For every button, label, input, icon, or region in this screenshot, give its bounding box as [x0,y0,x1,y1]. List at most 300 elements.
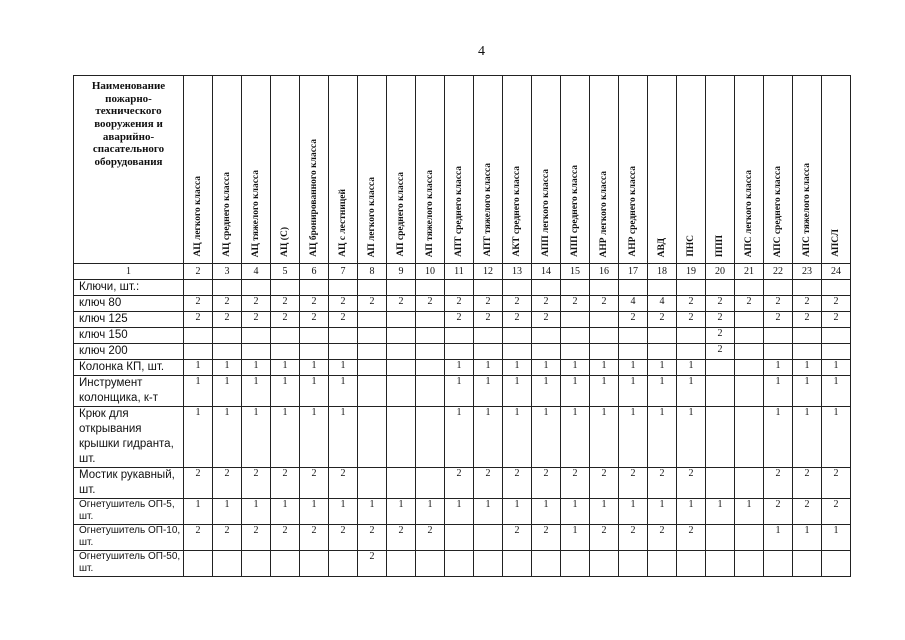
column-number: 20 [706,264,735,280]
table-cell [387,344,416,360]
table-cell [184,280,213,296]
table-cell: 1 [300,406,329,467]
table-cell: 1 [242,376,271,407]
table-cell [619,328,648,344]
table-cell: 1 [822,376,851,407]
table-cell: 2 [184,467,213,498]
table-cell: 2 [619,312,648,328]
table-cell: 1 [561,524,590,550]
table-cell: 1 [184,360,213,376]
table-cell: 2 [271,296,300,312]
table-cell [242,328,271,344]
table-cell [416,550,445,576]
table-cell: 2 [706,312,735,328]
table-cell [619,280,648,296]
table-cell: 1 [329,498,358,524]
table-cell: 1 [271,406,300,467]
table-cell: 1 [503,376,532,407]
table-cell [706,550,735,576]
column-header [677,76,706,264]
table-cell: 1 [764,360,793,376]
table-cell: 2 [648,467,677,498]
table-cell: 2 [213,296,242,312]
table-cell: 1 [532,498,561,524]
table-cell [590,328,619,344]
column-number: 1 [74,264,184,280]
table-cell [445,344,474,360]
table-cell [764,550,793,576]
table-cell: 2 [416,296,445,312]
table-cell: 2 [590,524,619,550]
table-cell: 2 [503,312,532,328]
table-cell [416,360,445,376]
table-cell: 2 [329,312,358,328]
table-cell: 2 [793,467,822,498]
column-number: 24 [822,264,851,280]
table-cell [329,328,358,344]
table-cell: 1 [271,376,300,407]
column-number: 12 [474,264,503,280]
table-cell: 2 [213,524,242,550]
table-cell: 2 [184,296,213,312]
table-cell: 2 [561,467,590,498]
table-row [74,524,851,550]
table-cell: 1 [213,360,242,376]
table-cell [300,328,329,344]
table-cell [358,312,387,328]
table-cell [735,280,764,296]
table-cell [416,280,445,296]
column-header [329,76,358,264]
table-cell: 2 [706,296,735,312]
table-cell [416,376,445,407]
table-cell: 1 [445,498,474,524]
table-cell: 2 [271,467,300,498]
table-cell [184,550,213,576]
table-cell: 1 [619,498,648,524]
table-cell [706,280,735,296]
table-cell: 4 [648,296,677,312]
table-cell: 1 [677,406,706,467]
table-cell: 2 [300,524,329,550]
table-cell: 1 [300,360,329,376]
table-cell [300,280,329,296]
table-cell [329,280,358,296]
table-cell: 1 [184,406,213,467]
column-header-label: АПС легкого класса [744,169,754,257]
table-cell [822,328,851,344]
table-cell [706,376,735,407]
column-header [358,76,387,264]
column-header-label: АП среднего класса [396,172,406,257]
header-row [74,76,851,264]
table-cell [532,550,561,576]
table-cell: 2 [474,467,503,498]
table-cell: 2 [329,524,358,550]
table-cell [735,467,764,498]
table-cell: 2 [503,467,532,498]
table-cell: 2 [445,467,474,498]
table-cell: 1 [561,360,590,376]
table-cell: 2 [764,312,793,328]
column-header-label: АНР среднего класса [628,166,638,257]
table-cell: 2 [300,312,329,328]
table-cell: 2 [677,524,706,550]
table-cell [358,328,387,344]
column-number: 7 [329,264,358,280]
table-cell: 2 [822,467,851,498]
table-cell: 2 [213,312,242,328]
column-header-label: ПНС [686,235,696,257]
table-cell: 2 [271,312,300,328]
column-header [764,76,793,264]
table-cell [387,280,416,296]
row-name: Огнетушитель ОП-10, шт. [74,524,184,550]
table-row [74,328,851,344]
table-cell: 1 [532,376,561,407]
table-cell: 1 [822,406,851,467]
column-number: 11 [445,264,474,280]
table-cell: 2 [387,524,416,550]
table-cell [474,280,503,296]
table-cell [590,344,619,360]
column-number: 15 [561,264,590,280]
table-cell: 2 [764,498,793,524]
table-cell: 2 [590,467,619,498]
table-cell [358,280,387,296]
table-cell: 2 [590,296,619,312]
table-cell [648,344,677,360]
table-cell: 2 [445,296,474,312]
table-cell: 2 [764,467,793,498]
table-cell: 4 [619,296,648,312]
table-cell [387,376,416,407]
table-cell [532,280,561,296]
table-cell [387,328,416,344]
table-cell: 1 [677,376,706,407]
table-cell: 1 [329,406,358,467]
column-header [822,76,851,264]
table-cell [735,550,764,576]
table-cell [329,550,358,576]
table-cell [213,550,242,576]
table-cell [561,328,590,344]
table-cell [648,280,677,296]
table-cell: 2 [416,524,445,550]
column-header [213,76,242,264]
table-cell: 1 [822,360,851,376]
table-cell: 1 [822,524,851,550]
table-cell: 1 [474,376,503,407]
table-cell [358,406,387,467]
table-row [74,360,851,376]
table-cell [590,280,619,296]
table-cell: 2 [822,296,851,312]
column-header [474,76,503,264]
table-cell [358,376,387,407]
column-header-label: АЦ (С) [280,227,290,257]
column-header [387,76,416,264]
table-cell: 2 [358,550,387,576]
table-cell: 1 [793,360,822,376]
table-row [74,296,851,312]
table-cell [503,280,532,296]
table-cell [387,360,416,376]
table-cell: 2 [271,524,300,550]
column-header-label: АПП легкого класса [541,169,551,257]
table-cell: 2 [503,296,532,312]
column-number: 14 [532,264,561,280]
table-cell [503,550,532,576]
column-header [300,76,329,264]
table-cell [445,524,474,550]
equipment-table [73,75,851,577]
table-cell [735,328,764,344]
table-cell: 1 [300,498,329,524]
column-header-label: АП легкого класса [367,176,377,257]
table-cell [445,280,474,296]
column-number: 17 [619,264,648,280]
table-row [74,312,851,328]
table-cell [358,344,387,360]
row-name: ключ 200 [74,344,184,360]
table-cell: 2 [474,296,503,312]
table-cell [503,328,532,344]
table-cell: 2 [358,296,387,312]
table-cell: 1 [503,360,532,376]
table-cell: 1 [735,498,764,524]
table-cell: 1 [648,376,677,407]
table-cell [416,406,445,467]
table-cell: 1 [561,406,590,467]
column-header [242,76,271,264]
row-name: Огнетушитель ОП-50, шт. [74,550,184,576]
table-cell: 1 [561,498,590,524]
table-cell: 1 [416,498,445,524]
table-row [74,344,851,360]
table-cell: 1 [619,376,648,407]
table-cell: 1 [648,498,677,524]
row-name: Крюк для открывания крышки гидранта, шт. [74,406,184,467]
column-header-label: АНР легкого класса [599,170,609,257]
table-cell: 1 [213,406,242,467]
table-cell [590,312,619,328]
row-name: ключ 125 [74,312,184,328]
table-cell: 1 [793,406,822,467]
page-number: 4 [478,44,485,59]
table-row [74,498,851,524]
column-header [706,76,735,264]
row-name: Мостик рукавный, шт. [74,467,184,498]
column-header [735,76,764,264]
table-cell: 2 [532,524,561,550]
table-cell [387,550,416,576]
header-name-cell: Наименование пожарно-технического вооружения и аварийно-спасательного оборудования [74,76,184,264]
table-cell [677,280,706,296]
table-cell [387,467,416,498]
table-cell [474,344,503,360]
table-cell [793,550,822,576]
table-cell: 1 [532,406,561,467]
table-cell: 2 [445,312,474,328]
table-cell: 2 [677,296,706,312]
table-cell [242,280,271,296]
table-cell: 1 [184,376,213,407]
table-cell [677,328,706,344]
column-number: 4 [242,264,271,280]
column-header-label: АП тяжелого класса [425,169,435,257]
table-row [74,467,851,498]
table-cell: 2 [619,467,648,498]
table-cell: 1 [677,360,706,376]
table-cell [735,376,764,407]
table-cell [300,550,329,576]
table-cell [358,467,387,498]
table-cell [764,328,793,344]
table-cell: 1 [590,406,619,467]
table-cell [184,344,213,360]
table-cell: 2 [648,312,677,328]
table-cell [242,550,271,576]
table-cell: 1 [677,498,706,524]
table-cell: 1 [590,498,619,524]
column-number: 2 [184,264,213,280]
column-number: 13 [503,264,532,280]
table-cell: 2 [764,296,793,312]
table-cell [822,280,851,296]
column-header-label: АПП среднего класса [570,165,580,257]
table-cell [735,360,764,376]
table-row [74,550,851,576]
table-cell: 2 [822,498,851,524]
column-number: 10 [416,264,445,280]
table-cell: 2 [300,467,329,498]
table-cell: 1 [387,498,416,524]
table-cell: 1 [532,360,561,376]
table-cell [416,344,445,360]
table-cell: 1 [474,406,503,467]
column-header-label: АПТ среднего класса [454,166,464,257]
table-cell [358,360,387,376]
table-cell: 1 [329,376,358,407]
table-cell: 1 [648,360,677,376]
table-cell: 2 [822,312,851,328]
table-cell: 1 [445,406,474,467]
table-cell: 2 [619,524,648,550]
column-header-label: ППП [715,234,725,257]
table-cell: 1 [503,498,532,524]
row-name: ключ 80 [74,296,184,312]
table-cell: 1 [619,406,648,467]
column-number: 6 [300,264,329,280]
table-cell: 1 [213,498,242,524]
row-name: ключ 150 [74,328,184,344]
table-cell [648,550,677,576]
table-row [74,280,851,296]
column-number: 23 [793,264,822,280]
table-cell: 2 [358,524,387,550]
table-cell: 2 [503,524,532,550]
table-cell [619,344,648,360]
table-cell: 2 [532,312,561,328]
table-cell: 2 [474,312,503,328]
table-cell [300,344,329,360]
table-cell: 1 [590,360,619,376]
table-cell [416,467,445,498]
column-header-label: АПС тяжелого класса [802,162,812,257]
table-cell: 1 [764,406,793,467]
table-cell: 2 [329,296,358,312]
table-cell: 2 [184,524,213,550]
table-cell [822,550,851,576]
table-cell [474,328,503,344]
table-cell [271,328,300,344]
table-cell: 2 [184,312,213,328]
table-cell: 2 [242,524,271,550]
table-cell [271,280,300,296]
table-cell [706,406,735,467]
column-number: 9 [387,264,416,280]
table-cell [532,328,561,344]
column-header [619,76,648,264]
column-header-label: АВД [657,237,667,257]
row-name: Колонка КП, шт. [74,360,184,376]
table-cell [706,524,735,550]
table-cell [648,328,677,344]
table-cell: 1 [271,360,300,376]
table-cell: 1 [445,360,474,376]
table-cell: 1 [474,498,503,524]
table-cell: 1 [242,360,271,376]
table-cell: 2 [213,467,242,498]
table-cell [590,550,619,576]
table-cell: 1 [764,524,793,550]
table-cell: 1 [764,376,793,407]
table-cell: 1 [648,406,677,467]
table-cell: 1 [793,376,822,407]
table-cell [474,550,503,576]
column-header-label: АЦ бронированного класса [309,139,319,257]
table-cell: 2 [242,296,271,312]
row-name: Огнетушитель ОП-5, шт. [74,498,184,524]
column-number: 22 [764,264,793,280]
table-cell: 1 [242,498,271,524]
table-cell [329,344,358,360]
table-cell [503,344,532,360]
table-cell [735,524,764,550]
column-number: 8 [358,264,387,280]
table-cell: 1 [474,360,503,376]
table-cell: 2 [706,328,735,344]
table-cell: 2 [561,296,590,312]
table-cell: 1 [445,376,474,407]
table-cell [677,550,706,576]
table-cell [735,312,764,328]
column-header [445,76,474,264]
table-cell [387,406,416,467]
table-cell: 1 [793,524,822,550]
table-cell [474,524,503,550]
table-cell [735,344,764,360]
table-cell: 2 [532,296,561,312]
table-cell: 2 [329,467,358,498]
table-cell [561,344,590,360]
column-header [561,76,590,264]
table-cell [387,312,416,328]
table-cell: 2 [735,296,764,312]
table-cell [213,344,242,360]
table-cell [822,344,851,360]
